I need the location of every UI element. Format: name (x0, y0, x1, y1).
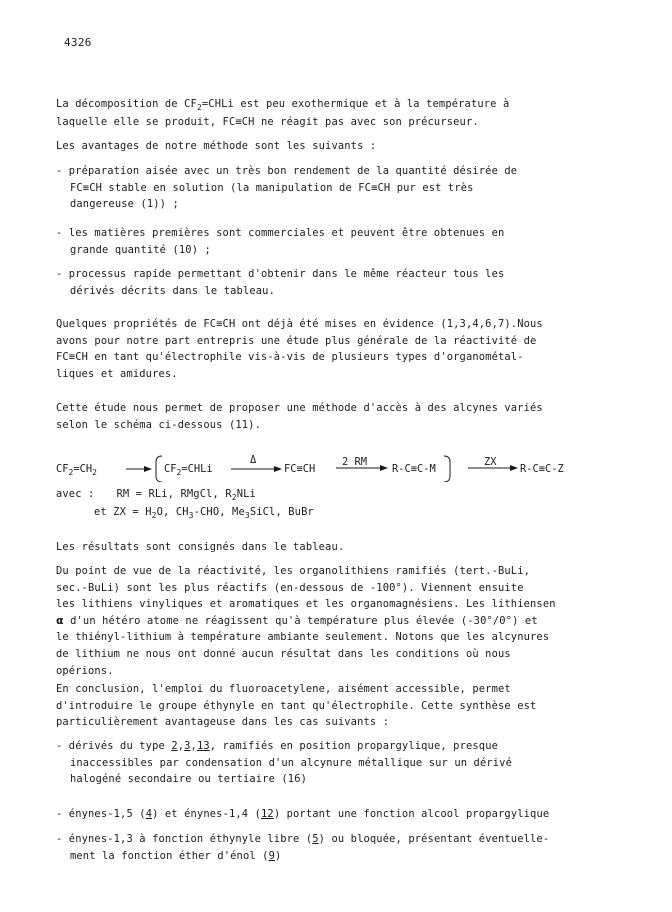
text-line: selon le schéma ci-dessous (11). (56, 418, 261, 431)
text-line: les lithiens vinyliques et aromatiques et les organomagnésiens. Les lithiensen (56, 598, 556, 611)
paragraph-reactivity (56, 563, 616, 679)
avec-label: avec : (56, 488, 95, 500)
list-item-line: inaccessibles par condensation d'un alcynure métallique sur un dérivé (70, 756, 512, 769)
text-line: particulièrement avantageuse dans les cas suivants : (56, 716, 390, 729)
reagent-definitions (56, 486, 616, 521)
arrow-head (144, 466, 152, 472)
text-line: Cette étude nous permet de proposer une méthode d'accès à des alcynes variés (56, 402, 543, 414)
text-line: Quelques propriétés de FC≡CH ont déjà été mises en évidence (1,3,4,6,7).Nous (56, 318, 543, 330)
advantages-list (56, 225, 616, 258)
intermediate-cf2chli: $CF_2=CHLi$ (164, 463, 213, 477)
list-item: - dérivés du type 2,3,13, ramifiés en position propargylique, presque (56, 740, 499, 752)
cases-list (56, 738, 616, 788)
list-item: - processus rapide permettant d'obtenir dans le même réacteur tous les (56, 268, 505, 280)
fluoroacetylene: FC≡CH (284, 463, 316, 475)
paragraph-results (56, 539, 616, 556)
reactant-cf2ch2: $CF_2=CH_2$ (56, 463, 97, 477)
paragraph-properties (56, 316, 616, 382)
text-line: avons pour notre part entrepris une étude plus générale de la réactivité de (56, 334, 537, 347)
left-bracket (156, 456, 162, 482)
text-line: et ZX = $H_2O$, $CH_3$-CHO, $Me_3SiCl$, BuBr (94, 505, 314, 520)
reaction-scheme-svg (56, 452, 616, 482)
text-line: Du point de vue de la réactivité, les organolithiens ramifiés (tert.-BuLi, (56, 565, 531, 577)
text-line: FC≡CH en tant qu'électrophile vis-à-vis de plusieurs types d'organométal- (56, 351, 524, 364)
delta-label: Δ (250, 454, 257, 466)
list-item: - préparation aisée avec un très bon rendement de la quantité désirée de (56, 165, 518, 177)
text-line: d'introduire le groupe éthynyle en tant qu'électrophile. Cette synthèse est (56, 699, 537, 712)
paragraph-conclusion (56, 681, 616, 731)
text-line: En conclusion, l'emploi du fluoroacetylene, aisément accessible, permet (56, 683, 511, 695)
text-line: laquelle elle se produit, FC≡CH ne réagit pas avec son précurseur. (56, 115, 479, 128)
advantages-list (56, 266, 616, 299)
text-line: opérions. (56, 664, 114, 677)
text-line: le thiényl-lithium à température ambiante seulement. Notons que les alcynures (56, 631, 550, 644)
advantages-list (56, 163, 616, 213)
text-line: de lithium ne nous ont donné aucun résultat dans les conditions où nous (56, 647, 511, 660)
right-bracket (444, 456, 450, 482)
arrow-head (510, 465, 518, 471)
list-item-line: ment la fonction éther d'énol (9) (70, 849, 282, 862)
paragraph-decomposition (56, 96, 616, 130)
text-line: avec : RM = RLi, RMgCl, $R_2NLi$ (56, 488, 256, 502)
alkynyl-metal: R-C≡C-M (392, 463, 436, 475)
list-item-line: halogéné secondaire ou tertiaire (16) (70, 773, 308, 786)
reagent-zx: ZX (484, 456, 497, 468)
text-line: sec.-BuLi) sont les plus réactifs (en-dessous de -100°). Viennent ensuite (56, 581, 524, 594)
arrow-head (274, 466, 282, 472)
text-line: liques et amidures. (56, 367, 178, 380)
paragraph-advantages-intro (56, 138, 616, 155)
text-line: Les avantages de notre méthode sont les suivants : (56, 140, 377, 152)
reagent-2rm: 2 RM (342, 456, 368, 468)
list-item: - les matières premières sont commerciales et peuvent être obtenues en (56, 227, 505, 239)
alpha-symbol: α (56, 613, 64, 627)
reaction-scheme (56, 452, 616, 482)
list-item-line: FC≡CH stable en solution (la manipulation de FC≡CH pur est très (70, 181, 474, 194)
list-item-line: dangereuse (1)) ; (70, 198, 179, 211)
page-number: 4326 (64, 36, 92, 49)
list-item: - énynes-1,5 (4) et énynes-1,4 (12) portant une fonction alcool propargylique (56, 808, 550, 820)
cases-list (56, 831, 616, 864)
list-item-line: grande quantité (10) ; (70, 243, 211, 256)
arrow-head (380, 465, 388, 471)
list-item: - énynes-1,3 à fonction éthynyle libre (5) ou bloquée, présentant éventuelle- (56, 833, 550, 845)
list-item-line: dérivés décrits dans le tableau. (70, 284, 275, 297)
text-line: α d'un hétéro atome ne réagissent qu'à température plus élevée (-30°/0°) et (56, 613, 538, 627)
text-line: La décomposition de $CF_2=CHLi$ est peu exothermique et à la température à (56, 98, 510, 112)
paragraph-method (56, 400, 616, 433)
product-rccz: R-C≡C-Z (520, 463, 564, 475)
text-line: Les résultats sont consignés dans le tableau. (56, 541, 345, 553)
cases-list (56, 806, 616, 823)
